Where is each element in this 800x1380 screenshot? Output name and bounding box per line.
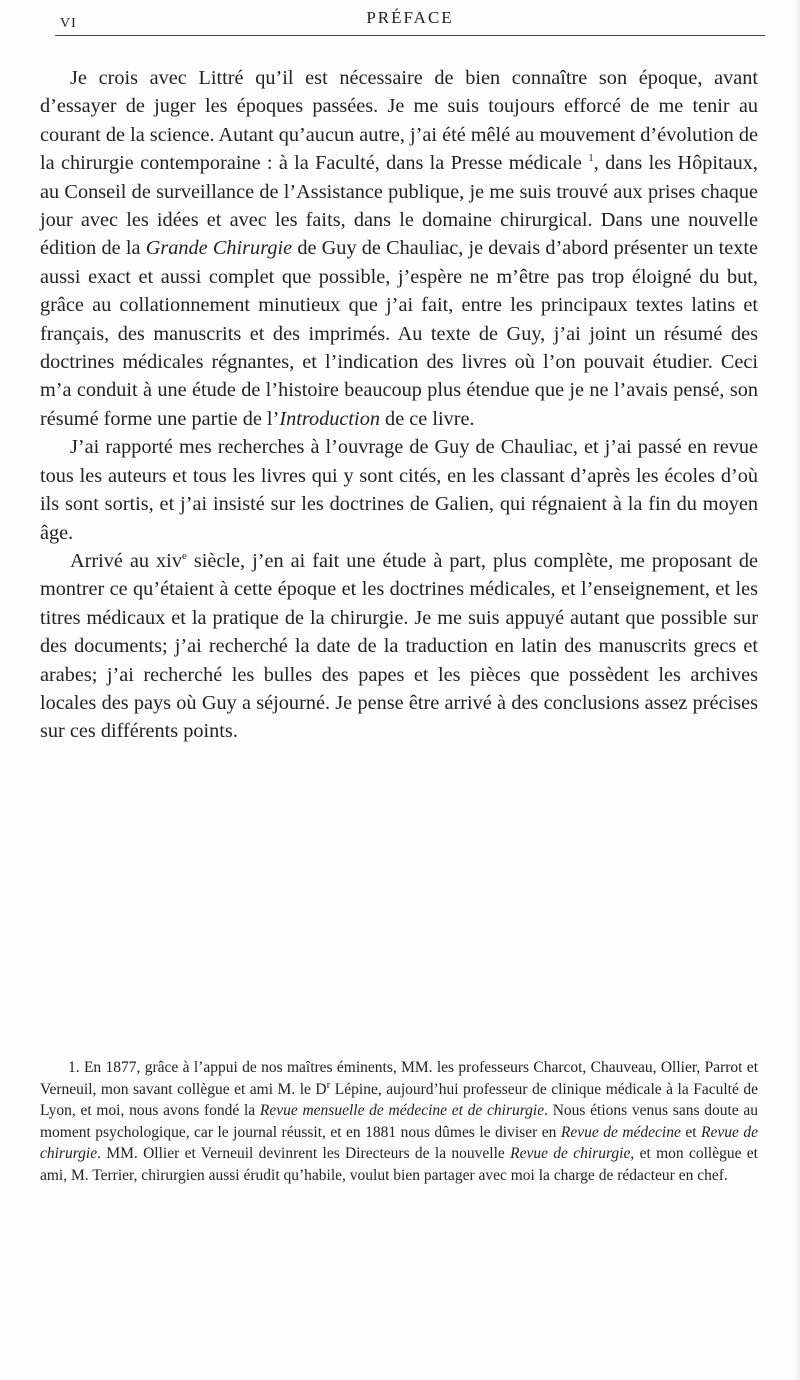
footnote-text [40,1057,758,1186]
main-text [40,64,758,746]
text-run: de Guy de Chauliac, je devais d’abord présenter un texte aussi exact et aussi complet que possible, j’espère ne m’être pas trop éloigné du but, grâce au collationnement minutieux que j’ai fait, entre les principaux textes latins et français, des manuscrits et des imprimés. Au texte de Guy, j’ai joint un résumé des doctrines médicales régnantes, et l’indication des livres où l’on pouvait étudier. Ceci m’a conduit à une étude de l’histoire beaucoup plus étendue que je ne l’avais pensé, son résumé forme une partie de l’ [40,237,758,430]
superscript: 1 [588,152,594,165]
text-run: . MM. Ollier et Verneuil devinrent les Directeurs de la nouvelle [97,1145,511,1162]
paragraph [40,547,758,746]
italic-title: Grande Chirurgie [145,237,293,260]
superscript: r [326,1078,331,1091]
text-run: Je crois avec Littré qu’il est nécessaire de bien connaître son époque, avant d’essayer de juger les époques passées. Je me suis toujours efforcé de me tenir au courant de la science. Autant qu’aucun autre, j’ai été mêlé au mouvement d’évolution de la chirurgie contemporaine : à la Faculté, dans la Presse médicale [40,67,759,175]
text-run: , et mon collègue et ami, M. Terrier, chirurgien aussi érudit qu’habile, voulut bien partager avec moi la charge de rédacteur en chef. [40,1145,758,1184]
header-rule [55,35,765,36]
text-run: et [680,1123,702,1141]
text-run: siècle, j’en ai fait une étude à part, plus complète, me proposant de montrer ce qu’étaient à cette époque et les doctrines médicales, et l’enseignement, et les titres médicaux et la pratique de la chirurgie. Je me suis appuyé autant que possible sur des documents; j’ai recherché la date de la traduction en latin des manuscrits grecs et arabes; j’ai recherché les bulles des papes et les pièces que possèdent les archives locales des pays où Guy a séjourné. Je pense être arrivé à des conclusions assez précises sur ces différents points. [40,549,758,743]
paragraph [40,433,758,547]
footnote [40,1057,758,1186]
text-run: Lépine, aujourd’hui professeur de clinique médicale à la Faculté de Lyon, et moi, nous avons fondé la [40,1080,758,1119]
page-edge [794,0,800,1380]
text-run: Arrivé au xiv [70,549,182,572]
paragraph [40,64,758,433]
italic-title: Revue de chirurgie [40,1123,758,1162]
italic-title: Introduction [279,407,380,430]
text-run: J’ai rapporté mes recherches à l’ouvrage de Guy de Chauliac, et j’ai passé en revue tous les auteurs et tous les livres qui y sont cités, en les classant d’après les écoles d’où ils sont sortis, et j’ai insisté sur les doctrines de Galien, qui régnaient à la fin du moyen âge. [40,436,758,544]
text-run: 1. En 1877, grâce à l’appui de nos maîtres éminents, MM. les professeurs Charcot, Chauveau, Ollier, Parrot et Verneuil, mon savant collègue et ami M. le D [40,1059,758,1098]
text-run: , dans les Hôpitaux, au Conseil de surveillance de l’Assistance publique, je me suis trouvé aux prises chaque jour avec les idées et avec les faits, dans le domaine chirurgical. Dans une nouvelle édition de la [40,152,759,260]
text-run: . Nous étions venus sans doute au moment psychologique, car le journal réussit, et en 1881 nous dûmes le diviser en [40,1102,758,1141]
italic-title: Revue de médecine [560,1123,681,1141]
page-header [60,8,760,36]
italic-title: Revue de chirurgie [510,1145,631,1162]
text-run: de ce livre. [379,407,475,430]
superscript: e [181,550,187,563]
running-title: PRÉFACE [366,8,454,27]
italic-title: Revue mensuelle de médecine et de chirurgie [259,1102,545,1119]
page-number: VI [60,16,77,31]
